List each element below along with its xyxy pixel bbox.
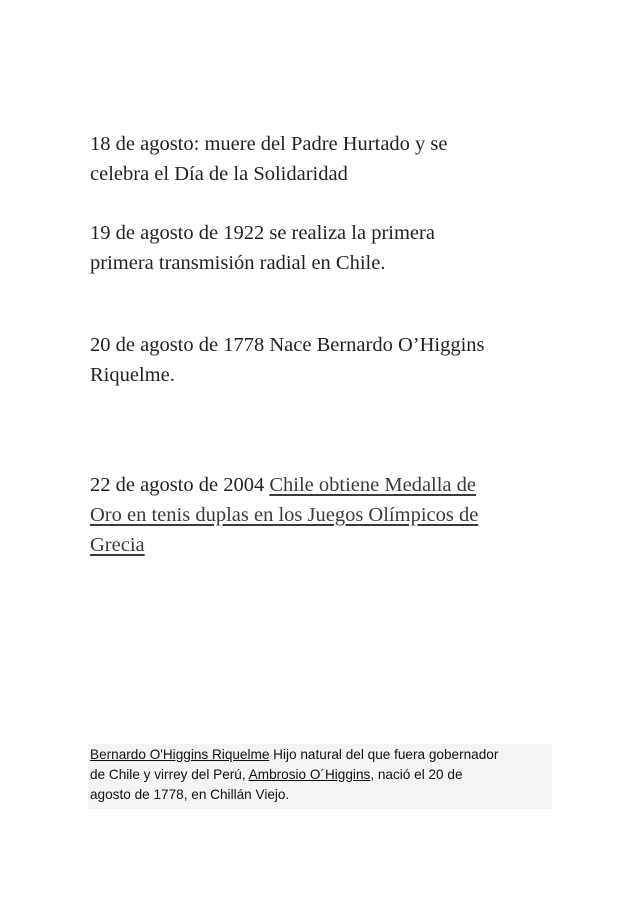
paragraph-line: 19 de agosto de 1922 se realiza la primera [90,222,435,244]
olympics-link[interactable]: Grecia [90,534,145,556]
paragraph-ohiggins-birth [90,330,560,390]
note-text: de Chile y virrey del Perú, [90,767,249,782]
note-text: , nació el 20 de [370,767,463,782]
paragraph-text: 22 de agosto de 2004 [90,474,270,496]
paragraph-line: celebra el Día de la Solidaridad [90,163,348,185]
note-text: Hijo natural del que fuera gobernador [269,747,499,762]
paragraph-line: 20 de agosto de 1778 Nace Bernardo O’Higgins [90,334,485,356]
ohiggins-link[interactable]: Bernardo O'Higgins Riquelme [90,747,270,762]
paragraph-line: primera transmisión radial en Chile. [90,252,386,274]
ambrosio-link[interactable]: Ambrosio O´Higgins [248,767,371,782]
olympics-link[interactable]: Oro en tenis duplas en los Juegos Olímpicos de [90,504,479,526]
paragraph-padre-hurtado [90,129,560,189]
note-text: agosto de 1778, en Chillán Viejo. [90,787,290,802]
paragraph-olympics [90,470,560,560]
paragraph-line: Riquelme. [90,364,175,386]
paragraph-line: 18 de agosto: muere del Padre Hurtado y se [90,133,448,155]
olympics-link[interactable]: Chile obtiene Medalla de [269,474,477,496]
paragraph-radio [90,218,560,278]
ohiggins-note [88,744,552,809]
